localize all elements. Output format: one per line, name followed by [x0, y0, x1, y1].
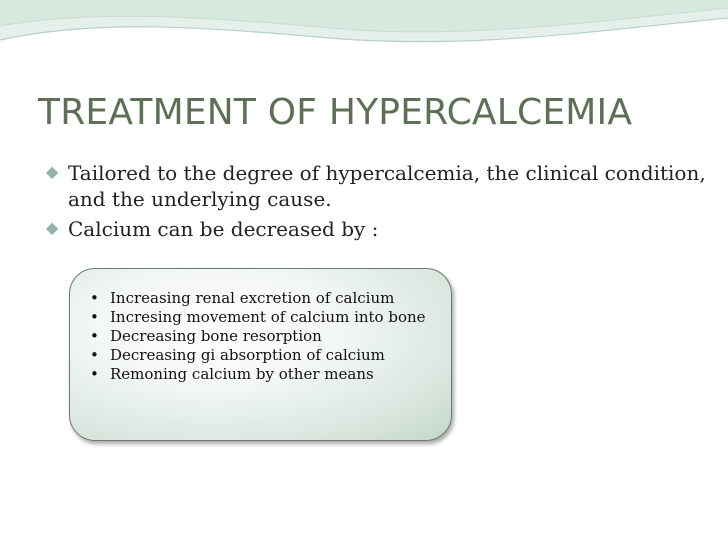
- bullet-text: Calcium can be decreased by :: [68, 217, 379, 241]
- dot-bullet-icon: •: [90, 327, 99, 345]
- bullet-item: [46, 160, 706, 212]
- callout-item-text: Decreasing bone resorption: [110, 327, 322, 345]
- callout-list: [88, 289, 438, 384]
- bullet-item: [46, 216, 706, 242]
- dot-bullet-icon: •: [90, 365, 99, 383]
- callout-item-text: Incresing movement of calcium into bone: [110, 308, 426, 326]
- callout-item-text: Remoning calcium by other means: [110, 365, 374, 383]
- slide-title: TREATMENT OF HYPERCALCEMIA: [38, 92, 633, 133]
- dot-bullet-icon: •: [90, 289, 99, 307]
- bullet-text: Tailored to the degree of hypercalcemia, the clinical condition, and the underlying cause.: [68, 161, 706, 211]
- callout-box: [69, 268, 452, 441]
- diamond-bullet-icon: ◆: [46, 162, 59, 181]
- callout-item: [88, 346, 438, 365]
- diamond-bullet-icon: ◆: [46, 218, 59, 237]
- callout-item-text: Decreasing gi absorption of calcium: [110, 346, 385, 364]
- callout-item: [88, 308, 438, 327]
- dot-bullet-icon: •: [90, 346, 99, 364]
- decorative-wave-banner: [0, 0, 728, 80]
- callout-item-text: Increasing renal excretion of calcium: [110, 289, 395, 307]
- bullet-list: [46, 160, 706, 246]
- callout-item: [88, 289, 438, 308]
- dot-bullet-icon: •: [90, 308, 99, 326]
- callout-item: [88, 365, 438, 384]
- callout-item: [88, 327, 438, 346]
